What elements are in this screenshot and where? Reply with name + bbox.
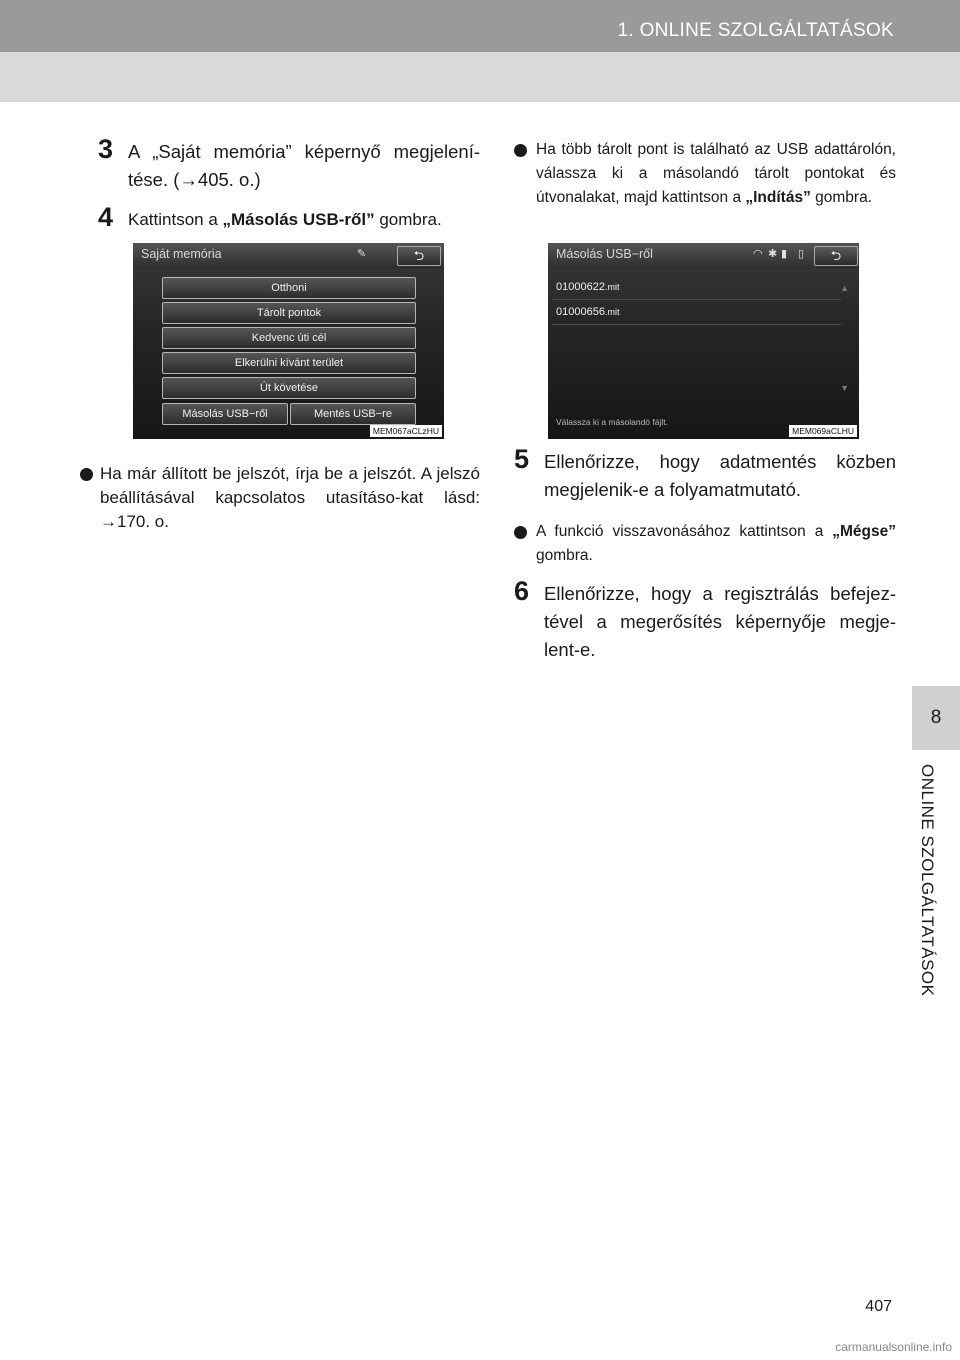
back-button[interactable]: ⮌ xyxy=(814,246,858,266)
menu-button-favorite-destination[interactable]: Kedvenc úti cél xyxy=(162,327,416,349)
left-column xyxy=(98,134,480,246)
bullet-text: Ha már állított be jelszót, írja be a jelszót. A jelszó beállításával kapcsolatos utasításo-kat lásd: →170. o. xyxy=(100,464,480,531)
step-number: 3 xyxy=(98,134,114,164)
bullet-item xyxy=(514,520,896,568)
chapter-tab[interactable] xyxy=(912,686,960,750)
header-bar xyxy=(0,0,960,52)
chapter-number: 8 xyxy=(930,707,942,728)
screen-title: Saját memória xyxy=(141,247,222,261)
bullet-text-part: Ha több tárolt pont is található az USB adattárolón, válassza ki a másolandó tárolt pontokat és útvonalakat, majd kattintson a xyxy=(536,141,896,206)
bullet-text-part: A funkció visszavonásához kattintson a xyxy=(536,523,833,540)
divider xyxy=(552,299,841,300)
step-text: A „Saját memória” képernyő megjelení-tése. (→405. o.) xyxy=(128,141,480,190)
scroll-down-icon[interactable]: ▼ xyxy=(840,383,849,393)
menu-button-saved-points[interactable]: Tárolt pontok xyxy=(162,302,416,324)
file-item[interactable] xyxy=(556,281,619,293)
bullet-item xyxy=(80,462,480,534)
bullet-text-part: gombra. xyxy=(810,189,872,206)
battery-icon: ▯ xyxy=(798,248,805,260)
screen-title-bar xyxy=(133,243,444,269)
watermark: carmanualsonline.info xyxy=(835,1340,952,1354)
saved-memory-screen xyxy=(133,243,444,439)
bullet-text xyxy=(536,138,896,210)
step-number: 6 xyxy=(514,576,530,606)
file-name: 01000656 xyxy=(556,306,605,318)
wifi-icon: ◠ xyxy=(753,248,763,260)
instruction-text: Válassza ki a másolandó fájlt. xyxy=(556,417,668,427)
step-text: Ellenőrizze, hogy adatmentés közben megjelenik-e a folyamatmutató. xyxy=(544,451,896,500)
bullet-dot xyxy=(514,144,527,157)
screen-title-bar xyxy=(548,243,859,269)
file-extension: .mit xyxy=(604,282,620,292)
left-bullets xyxy=(98,446,480,546)
step-text: Ellenőrizze, hogy a regisztrálás befejez-tével a megerősítés képernyője megje-lent-e. xyxy=(544,583,896,660)
button-reference: „Másolás USB-ről” xyxy=(222,210,375,229)
bullet-text xyxy=(536,520,896,568)
divider xyxy=(552,324,841,325)
figure-code: MEM069aCLHU xyxy=(789,425,857,437)
copy-from-usb-button[interactable]: Másolás USB−ről xyxy=(162,403,288,425)
mute-icon: ✎ xyxy=(357,248,367,260)
step-text-part: Kattintson a xyxy=(128,210,223,229)
step-number: 4 xyxy=(98,202,114,232)
chapter-label: ONLINE SZOLGÁLTATÁSOK xyxy=(918,764,937,997)
step-text xyxy=(128,206,480,234)
menu-button-avoid-area[interactable]: Elkerülni kívánt terület xyxy=(162,352,416,374)
button-reference: „Mégse” xyxy=(832,523,896,540)
section-title: 1. ONLINE SZOLGÁLTATÁSOK xyxy=(617,20,894,41)
file-item[interactable] xyxy=(556,306,619,318)
save-to-usb-button[interactable]: Mentés USB−re xyxy=(290,403,416,425)
copy-from-usb-screen xyxy=(548,243,859,439)
step-text-part: gombra. xyxy=(374,210,442,229)
step-number: 5 xyxy=(514,444,530,474)
menu-button-route-trace[interactable]: Út követése xyxy=(162,377,416,399)
right-column xyxy=(514,138,896,222)
step-4 xyxy=(98,202,480,234)
step-5 xyxy=(514,444,896,504)
back-button[interactable]: ⮌ xyxy=(397,246,441,266)
scroll-up-icon[interactable]: ▲ xyxy=(840,283,849,293)
screen-title: Másolás USB−ről xyxy=(556,247,653,261)
page-number: 407 xyxy=(865,1298,892,1315)
header-subbar xyxy=(0,52,960,102)
signal-icon: ▮ xyxy=(781,248,788,260)
step-6 xyxy=(514,576,896,664)
step-3 xyxy=(98,134,480,194)
bullet-item xyxy=(514,138,896,210)
bluetooth-icon: ✱ xyxy=(768,248,778,260)
bullet-dot xyxy=(514,526,527,539)
file-name: 01000622 xyxy=(556,281,605,293)
menu-button-home[interactable]: Otthoni xyxy=(162,277,416,299)
button-reference: „Indítás” xyxy=(745,189,811,206)
bullet-text-part: gombra. xyxy=(536,547,593,564)
bullet-dot xyxy=(80,468,93,481)
file-extension: .mit xyxy=(604,307,620,317)
right-steps xyxy=(514,444,896,676)
figure-code: MEM067aCLzHU xyxy=(370,425,442,437)
